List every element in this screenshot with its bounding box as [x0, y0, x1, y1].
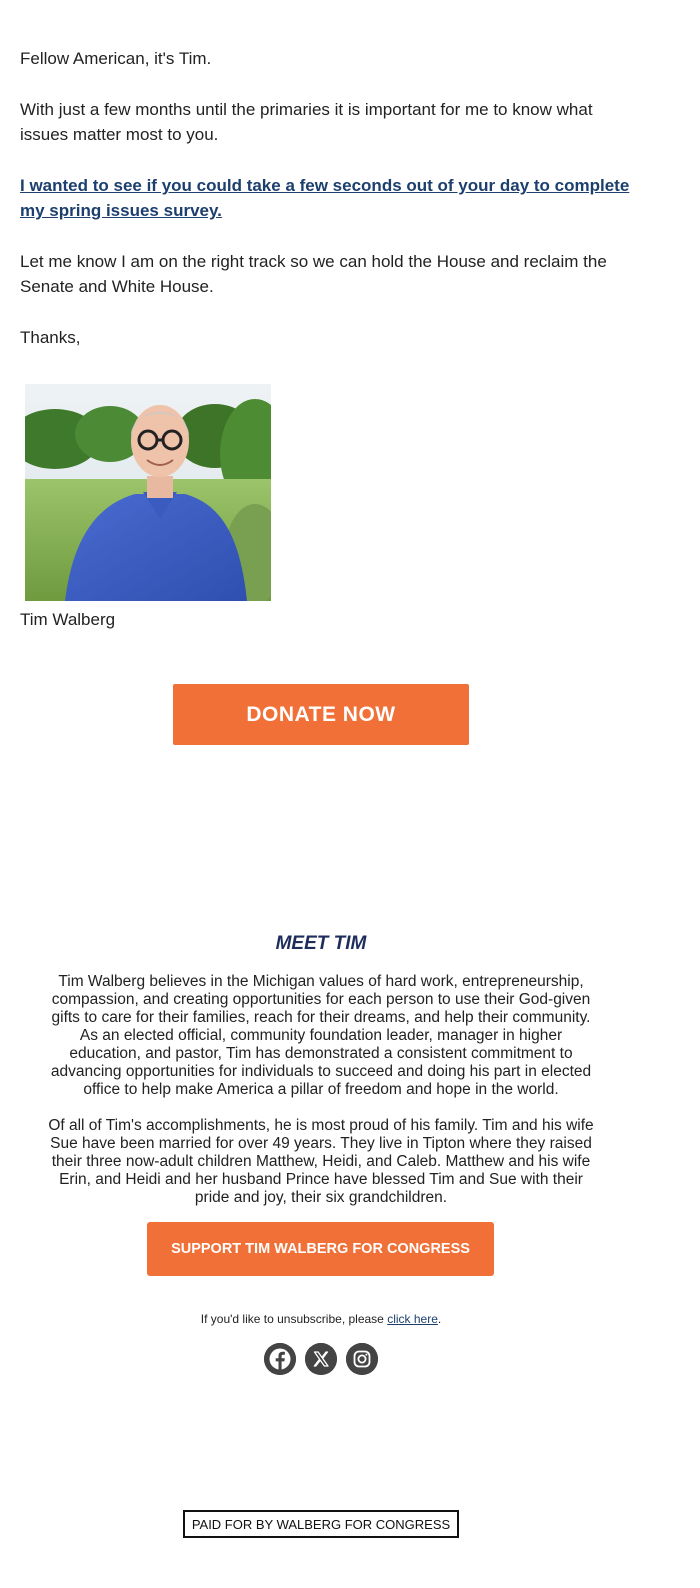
instagram-link[interactable] [346, 1343, 378, 1375]
survey-link[interactable]: I wanted to see if you could take a few seconds out of your day to complete my spring issues survey. [20, 176, 630, 220]
x-icon [305, 1343, 337, 1375]
closing: Thanks, [20, 328, 81, 347]
paid-for-disclaimer: PAID FOR BY WALBERG FOR CONGRESS [183, 1510, 459, 1538]
meet-tim-heading: MEET TIM [275, 933, 367, 954]
bio-paragraph-values: Tim Walberg believes in the Michigan values of hard work, entrepreneurship, compassion, and creating opportunities for each person to use their God-given gifts to care for their families, reach for their dreams, and help their community. As an elected official, community foundation leader, manager in higher education, and pastor, Tim has demonstrated a consistent commitment to advancing opportunities for individuals to succeed and doing his part in elected office to help make America a pillar of freedom and hope in the world. [50, 973, 592, 1098]
greeting: Fellow American, it's Tim. [20, 49, 212, 68]
track-paragraph: Let me know I am on the right track so we can hold the House and reclaim the Senate and White House. [20, 252, 607, 296]
bio-section [46, 973, 596, 1225]
facebook-link[interactable] [264, 1343, 296, 1375]
survey-paragraph [20, 173, 640, 223]
intro-paragraph: With just a few months until the primaries it is important for me to know what issues matter most to you. [20, 100, 593, 144]
support-button[interactable]: SUPPORT TIM WALBERG FOR CONGRESS [147, 1222, 494, 1276]
donate-now-button[interactable]: DONATE NOW [173, 684, 469, 745]
candidate-photo [25, 384, 271, 601]
facebook-icon [264, 1343, 296, 1375]
candidate-photo-image [25, 384, 271, 601]
unsubscribe-link[interactable]: click here [387, 1312, 438, 1326]
unsubscribe-suffix: . [437, 1312, 442, 1326]
unsubscribe-line [0, 1312, 642, 1326]
letter-body [20, 46, 640, 376]
social-links [264, 1343, 378, 1375]
signature-name: Tim Walberg [20, 610, 116, 629]
instagram-icon [346, 1343, 378, 1375]
bio-paragraph-family: Of all of Tim's accomplishments, he is most proud of his family. Tim and his wife Sue have been married for over 49 years. They live in Tipton where they raised their three now-adult children Matthew, Heidi, and Caleb. Matthew and his wife Erin, and Heidi and her husband Prince have blessed Tim and Sue with their pride and joy, their six grandchildren. [48, 1117, 594, 1206]
x-link[interactable] [305, 1343, 337, 1375]
unsubscribe-prefix: If you'd like to unsubscribe, please [200, 1312, 388, 1326]
